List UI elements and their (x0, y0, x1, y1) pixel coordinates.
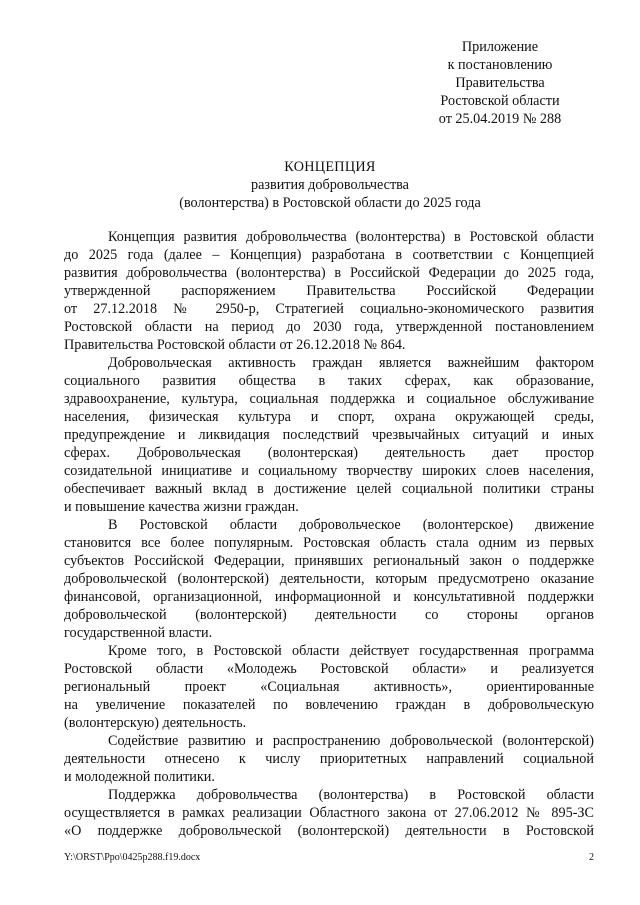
text-line: региональный проект «Социальная активность», ориентированные (64, 679, 594, 695)
text-line: добровольческой (волонтерской) деятельности со стороны органов (64, 607, 594, 623)
text-line: «О поддержке добровольческой (волонтерской) деятельности в Ростовской (64, 823, 594, 839)
text-line: здравоохранение, культура, социальная поддержка и социальное обслуживание (64, 391, 594, 407)
text-line: В Ростовской области добровольческое (волонтерское) движение (108, 517, 594, 533)
appendix-line: к постановлению (447, 57, 553, 73)
text-line: Концепция развития добровольчества (волонтерства) в Ростовской области (108, 229, 594, 245)
text-line: на увеличение показателей по вовлечению граждан в добровольческую (64, 697, 594, 713)
paragraph (64, 228, 594, 354)
file-path: Y:\ORST\Ppo\0425p288.f19.docx (64, 852, 201, 863)
text-line: субъектов Российской Федерации, принявших региональный закон о поддержке (64, 553, 594, 569)
paragraph (64, 354, 594, 516)
title-line: развития добровольчества (251, 177, 409, 193)
text-line: сферах. Добровольческая (волонтерская) деятельность дает простор (64, 445, 594, 461)
page-number: 2 (589, 852, 594, 863)
text-line: социального развития общества в таких сферах, как образование, (64, 373, 594, 389)
text-line: утвержденной распоряжением Правительства Российской Федерации (64, 283, 594, 299)
text-line: становится все более популярным. Ростовская область стала одним из первых (64, 535, 594, 551)
text-line: и молодежной политики. (64, 769, 215, 785)
title-line: КОНЦЕПЦИЯ (284, 159, 376, 175)
title-line: (волонтерства) в Ростовской области до 2025 года (179, 195, 481, 211)
text-line: и повышение качества жизни граждан. (64, 499, 299, 515)
appendix-line: Приложение (461, 39, 539, 55)
paragraph (64, 516, 594, 642)
text-line: (волонтерскую) деятельность. (64, 715, 247, 731)
text-line: Кроме того, в Ростовской области действует государственная программа (108, 643, 594, 659)
text-line: предупреждение и ликвидация последствий чрезвычайных ситуаций и иных (64, 427, 594, 443)
text-line: Поддержка добровольчества (волонтерства) в Ростовской области (108, 787, 594, 803)
text-line: Ростовской области «Молодежь Ростовской области» и реализуется (64, 661, 594, 677)
appendix-line: Ростовской области (440, 93, 560, 109)
text-line: деятельности отнесено к числу приоритетных направлений социальной (64, 751, 594, 767)
text-line: государственной власти. (64, 625, 213, 641)
text-line: Содействие развитию и распространению добровольческой (волонтерской) (108, 733, 594, 749)
text-line: добровольческой (волонтерской) деятельности, которым предусмотрено оказание (64, 571, 594, 587)
text-line: Правительства Ростовской области от 26.12.2018 № 864. (64, 337, 406, 353)
appendix-line: Правительства (455, 75, 545, 91)
paragraph (64, 732, 594, 786)
text-line: осуществляется в рамках реализации Областного закона от 27.06.2012 № 895-ЗС (64, 805, 594, 821)
paragraph (64, 786, 594, 840)
text-line: Ростовской области на период до 2030 года, утвержденной постановлением (64, 319, 594, 335)
text-line: развития добровольчества (волонтерства) в Российской Федерации до 2025 года, (64, 265, 594, 281)
appendix-line: от 25.04.2019 № 288 (438, 111, 562, 127)
document-title (60, 158, 600, 212)
page-footer (64, 851, 594, 865)
text-line: населения, физическая культура и спорт, охрана окружающей среды, (64, 409, 594, 425)
text-line: финансовой, организационной, информационной и консультативной поддержки (64, 589, 594, 605)
text-line: до 2025 года (далее – Концепция) разработана в соответствии с Концепцией (64, 247, 594, 263)
appendix-header (400, 38, 600, 128)
text-line: Добровольческая активность граждан является важнейшим фактором (108, 355, 594, 371)
text-line: обеспечивает важный вклад в достижение целей социальной политики страны (64, 481, 594, 497)
paragraph (64, 642, 594, 732)
text-line: от 27.12.2018 № 2950-р, Стратегией социально-экономического развития (64, 301, 594, 317)
document-body (64, 228, 594, 840)
text-line: созидательной инициативе и социальному творчеству широких слоев населения, (64, 463, 594, 479)
